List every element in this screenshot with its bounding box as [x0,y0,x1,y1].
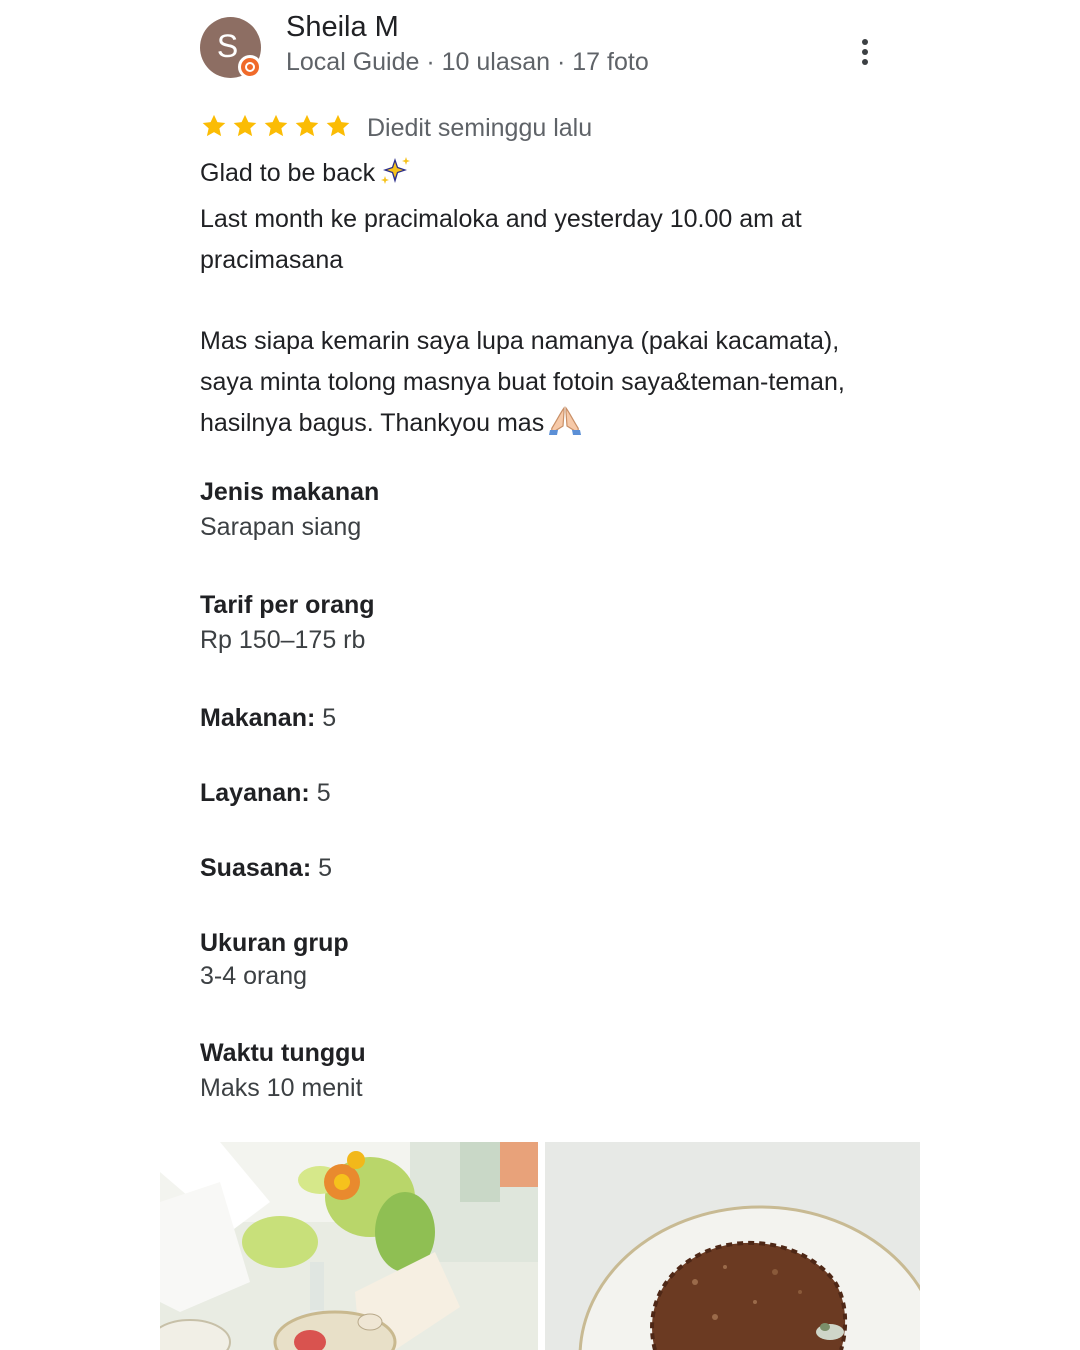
attr-food-rating [200,704,336,733]
attr-wait-time [200,1039,366,1103]
reviewer-meta: Local Guide · 10 ulasan · 17 foto [286,48,649,76]
attr-food-type-label: Jenis makanan [200,478,380,506]
review-photo-1[interactable] [160,1142,538,1350]
attr-service-rating-value: 5 [316,779,331,807]
attr-wait-time-value: Maks 10 menit [200,1074,363,1102]
review-line-1: Last month ke pracimaloka and yesterday 10.00 am at pracimasana [200,205,802,274]
attr-group-size-value: 3-4 orang [200,962,308,990]
star-icon [200,112,228,140]
attr-group-size [200,929,349,991]
attr-food-type-value: Sarapan siang [200,513,362,541]
attr-price-label: Tarif per orang [200,591,375,619]
attr-price [200,591,375,655]
attr-food-type [200,478,379,542]
local-guide-badge-icon [238,55,262,79]
folded-hands-icon [548,406,582,449]
edited-timestamp: Diedit seminggu lalu [367,114,593,142]
more-options-button[interactable] [846,32,884,72]
avatar-initial: S [216,28,239,64]
review-text [200,153,890,449]
more-vertical-icon [860,37,870,67]
sparkles-icon [379,156,411,199]
attr-service-rating-label: Layanan: [200,779,310,807]
attr-price-value: Rp 150–175 rb [200,626,366,654]
attr-food-rating-value: 5 [322,704,337,732]
attr-food-rating-label: Makanan: [200,704,316,732]
star-icon [231,112,259,140]
star-icon [324,112,352,140]
attr-ambience-rating-label: Suasana: [200,854,312,882]
reviewer-name[interactable]: Sheila M [286,11,399,43]
attr-service-rating [200,779,331,808]
star-rating [200,112,352,140]
review-paragraph-2: Mas siapa kemarin saya lupa namanya (pakai kacamata), saya minta tolong masnya buat fotoin saya&teman-teman, hasilnya bagus. Thankyou mas [200,321,890,449]
review-photo-2[interactable] [545,1142,920,1350]
star-icon [293,112,321,140]
review-title-line: Glad to be back [200,153,890,199]
attr-ambience-rating [200,854,332,883]
star-icon [262,112,290,140]
attr-wait-time-label: Waktu tunggu [200,1039,366,1067]
attr-ambience-rating-value: 5 [318,854,333,882]
attr-group-size-label: Ukuran grup [200,929,349,957]
